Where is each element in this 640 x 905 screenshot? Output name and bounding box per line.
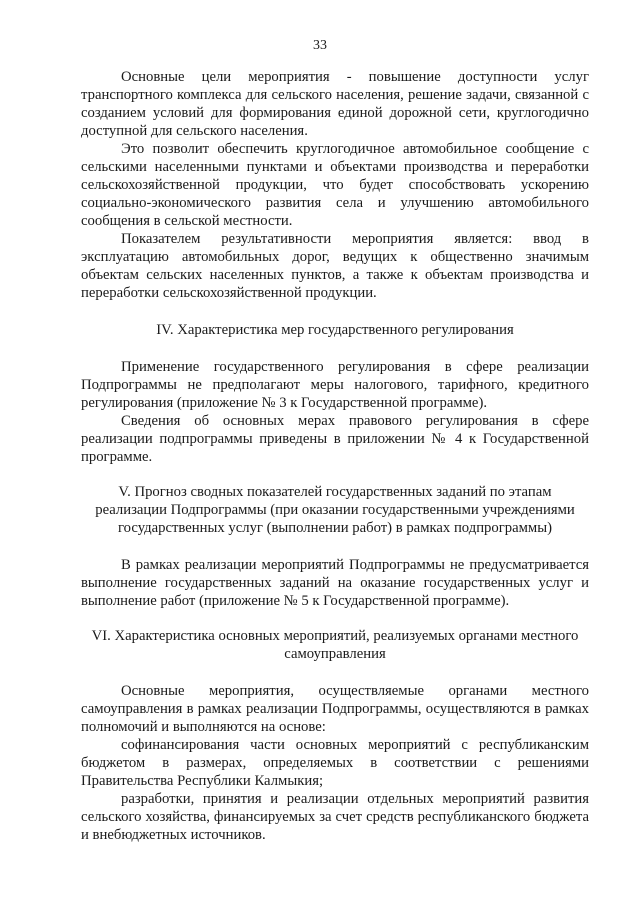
section-4-paragraph-2: Сведения об основных мерах правового регулирования в сфере реализации подпрограммы приведены в приложении № 4 к Государственной программе. bbox=[81, 413, 589, 465]
section-5-heading: V. Прогноз сводных показателей государственных заданий по этапам реализации Подпрограммы (при оказании государственными учреждениями государственных услуг (выполнении работ) в рамках подпрограммы) bbox=[95, 484, 575, 536]
section-5-paragraph-1: В рамках реализации мероприятий Подпрограммы не предусматривается выполнение государственных заданий на оказание государственных услуг и выполнение работ (приложение № 5 к Государственной программе). bbox=[81, 557, 589, 609]
paragraph-indicator: Показателем результативности мероприятия является: ввод в эксплуатацию автомобильных дорог, ведущих к общественно значимым объектам сельских населенных пунктов, а также к объектам производства и переработки сельскохозяйственной продукции. bbox=[81, 231, 589, 301]
paragraph-goals: Основные цели мероприятия - повышение доступности услуг транспортного комплекса для сельского населения, решение задачи, связанной с созданием условий для формирования единой дорожной сети, круглогодично доступной для сельского населения. bbox=[81, 69, 589, 139]
section-4-heading: IV. Характеристика мер государственного регулирования bbox=[156, 322, 514, 338]
section-6-heading: VI. Характеристика основных мероприятий, реализуемых органами местного самоуправления bbox=[91, 628, 579, 662]
document-body bbox=[81, 68, 589, 844]
section-6-paragraph-3: разработки, принятия и реализации отдельных мероприятий развития сельского хозяйства, финансируемых за счет средств республиканского бюджета и внебюджетных источников. bbox=[81, 791, 589, 843]
section-4-paragraph-1: Применение государственного регулирования в сфере реализации Подпрограммы не предполагают меры налогового, тарифного, кредитного регулирования (приложение № 3 к Государственной программе). bbox=[81, 359, 589, 411]
section-6-paragraph-2: софинансирования части основных мероприятий с республиканским бюджетом в размерах, определяемых в соответствии с решениями Правительства Республики Калмыкия; bbox=[81, 737, 589, 789]
page-number: 33 bbox=[313, 38, 327, 53]
section-6-paragraph-1: Основные мероприятия, осуществляемые органами местного самоуправления в рамках реализации Подпрограммы, осуществляются в рамках полномочий и выполняются на основе: bbox=[81, 683, 589, 735]
paragraph-effects: Это позволит обеспечить круглогодичное автомобильное сообщение с сельскими населенными пунктами и объектами производства и переработки сельскохозяйственной продукции, что будет способствовать ускорению социально-экономического развития села и улучшению автомобильного сообщения в сельской местности. bbox=[81, 141, 589, 229]
